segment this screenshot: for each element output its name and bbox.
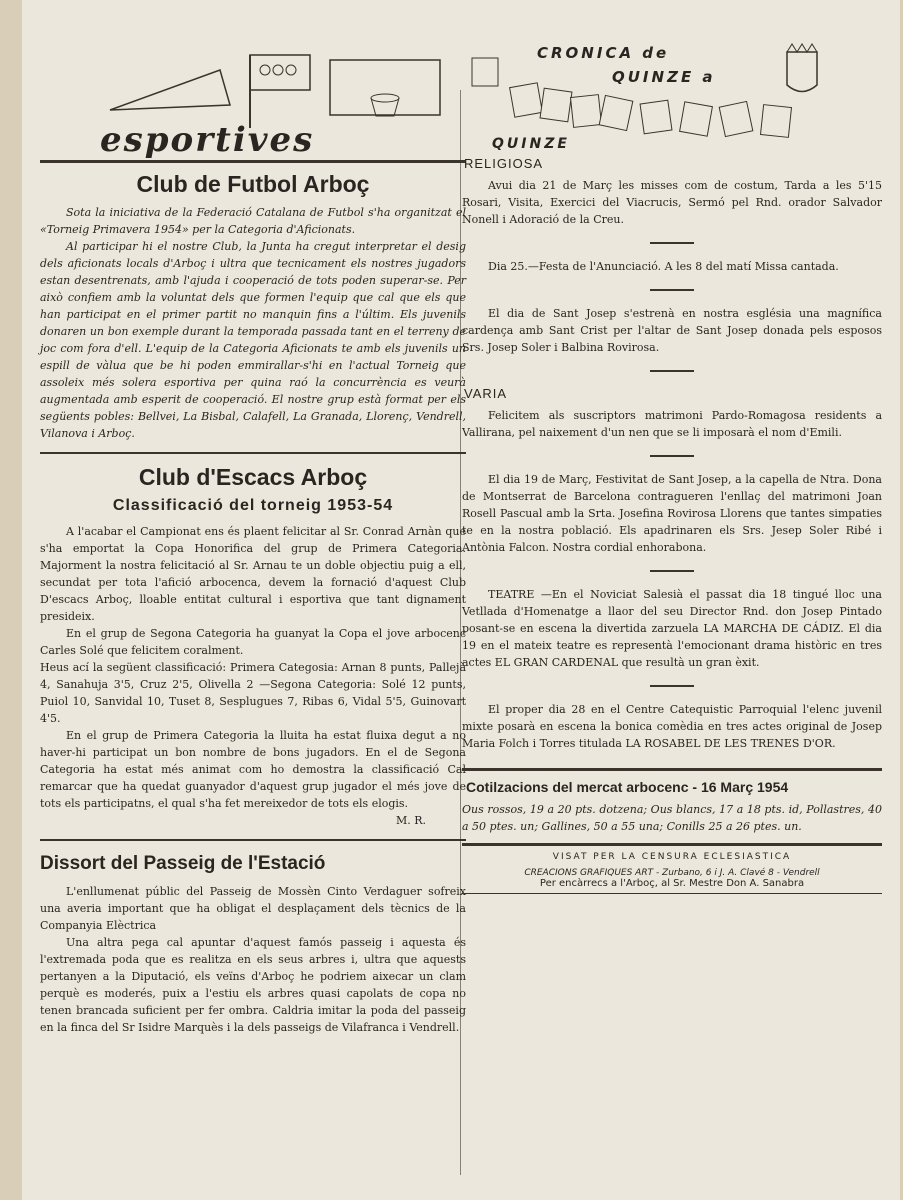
futbol-title: Club de Futbol Arboç [136, 171, 370, 197]
escacs-signature: M. R. [395, 814, 426, 827]
dissort-title: Dissort del Passeig de l'Estació [40, 853, 326, 874]
cronica-title-line1: CRONICA de [537, 44, 670, 62]
dissort-paragraph: Una altra pega cal apuntar d'aquest famós passeig i aquesta és l'extremada poda que es realitza en els seus arbres i, ultra que aquests pertanyen a la Diputació, els veïns d'Arboç he podriem aixecar un clam perquè es moderés, puix a l'estiu els arbres quasi capolats de copa no tenen brancada suficient per fer ombra. Caldria imitar la poda del passeig en la finca del Sr Isidre Marquès i la dels passeigs de Vilafranca i Vendrell. [40, 936, 466, 1034]
short-divider [650, 289, 694, 291]
escacs-paragraph: En el grup de Segona Categoria ha guanyat la Copa el jove arbocenc Carles Solé que felicitem coralment. [40, 627, 466, 657]
section-divider [40, 839, 466, 841]
footer [462, 843, 882, 894]
market-prices-title: Cotilzacions del mercat arbocenc - 16 Març 1954 [466, 779, 789, 795]
cronica-banner [462, 40, 882, 150]
imprenta-line: CREACIONS GRAFIQUES ART - Zurbano, 6 i J. A. Clavé 8 - Vendrell [524, 868, 820, 878]
market-prices [462, 768, 882, 835]
varia-heading: VARIA [464, 386, 508, 401]
cronica-title-line3: QUINZE [492, 136, 570, 152]
religiosa-paragraph: El dia de Sant Josep s'estrenà en nostra església una magnífica cardença amb Sant Crist per l'altar de Sant Josep donada pels esposos Srs. Josep Soler i Balbina Rovirosa. [462, 307, 882, 354]
futbol-paragraph: Sota la iniciativa de la Federació Catalana de Futbol s'ha organitzat el «Torneig Primavera 1954» per la Categoria d'Aficionats. [40, 206, 466, 236]
short-divider [650, 370, 694, 372]
esportives-title: esportives [100, 120, 315, 160]
cronica-title-line2: QUINZE a [612, 68, 716, 86]
futbol-paragraph: Al participar hi el nostre Club, la Junta ha cregut interpretar el desig dels aficionats locals d'Arboç i ultra que tecnicament els nostres jugadors estan desentrenats, amb l'ajuda i cooperació de tots poden superar-se. Per això confiem amb la voluntat dels que formen l'equip que cal que els que han participat en el primer partit no manquin fins a l'últim. Els juvenils donaren un bon exemple durant la temporada passada tant en el terreny de joc com fora d'ell. L'equip de la Categoria Aficionats te amb els juvenils un espill de vàlua que be hi poden emmirallar-s'hi en l'actual Torneig que assoleix més solera esportiva per quina raó la concurrència es veurà augmentada amb esperit de cooperació. El nostre grup està format per els següents pobles: Bellvei, La Bisbal, Calafell, La Granada, Llorenç, Vendrell, Vilanova i Arboç. [40, 240, 466, 440]
esportives-banner [40, 40, 466, 163]
escacs-classification: Heus ací la següent classificació: Primera Categosia: Arnan 8 punts, Pallejà 4, Sanahuja 3'5, Cruz 2'5, Olivella 2 —Segona Categoria: Solé 12 punts, Puiol 10, Sanvidal 10, Tuset 8, Sesplugues 7, Ribas 6, Vidal 5'5, Guinovart 4'5. [40, 661, 466, 725]
section-divider [40, 452, 466, 454]
varia-paragraph: El dia 19 de Març, Festivitat de Sant Josep, a la capella de Ntra. Dona de Montserrat de Barcelona contragueren l'enllaç del matrimoni Joan Rosell Pascual amb la Srta. Josefina Rovirosa Llorens que tantes simpaties te en la nostra població. Els apadrinaren els Srs. Jesep Soler Ribé i Antònia Falcon. Nostra cordial enhorabona. [462, 473, 882, 554]
escacs-paragraph: En el grup de Primera Categoria la lluita ha estat fluixa degut a no haver-hi participat un bon nombre de bons jugadors. En el de Segona Categoria ha estat més animat com ho demostra la classificació Cal remarcar que ha quedat guanyador d'aquest grup jugador el més jove de tots els participatns, el qual s'ha fet mereixedor de tots els elogis. [40, 729, 466, 810]
encarrecs-line: Per encàrrecs a l'Arboç, al Sr. Mestre Don A. Sanabra [539, 878, 805, 889]
short-divider [650, 242, 694, 244]
escacs-subtitle: Classificació del torneig 1953-54 [112, 497, 394, 514]
escacs-paragraph: A l'acabar el Campionat ens és plaent felicitar al Sr. Conrad Arnàn que s'ha emportat la Copa Honorifica del grup de Primera Categoria. Majorment la nostra felicitació al Sr. Arnau te un doble objectiu puig a ell, secundat per tota l'afició arbocenca, devem la fornació d'aquest Club D'escacs Arboç, lloable entitat cultural i esportiva que tant dignament presideix. [40, 525, 466, 623]
market-prices-text: Ous rossos, 19 a 20 pts. dotzena; Ous blancs, 17 a 18 pts. id, Pollastres, 40 a 50 ptes. un; Gallines, 50 a 55 una; Conills 25 a 26 ptes. un. [462, 803, 882, 833]
varia-paragraph: El proper dia 28 en el Centre Catequistic Parroquial l'elenc juvenil mixte posarà en escena la bonica comèdia en tres actes original de Josep Maria Folch i Torres titulada LA ROSABEL DE LES TRENES D'OR. [462, 703, 882, 750]
religiosa-heading: RELIGIOSA [464, 156, 544, 171]
censura-line: VISAT PER LA CENSURA ECLESIASTICA [552, 852, 792, 862]
short-divider [650, 685, 694, 687]
religiosa-paragraph: Dia 25.—Festa de l'Anunciació. A les 8 del matí Missa cantada. [488, 260, 839, 273]
religiosa-paragraph: Avui dia 21 de Març les misses com de costum, Tarda a les 5'15 Rosari, Visita, Exercici del Viacrucis, Sermó pel Rnd. orador Salvador Nonell i Adoració de la Creu. [462, 179, 882, 226]
newspaper-page [22, 0, 900, 1200]
varia-paragraph: Felicitem als suscriptors matrimoni Pardo-Romagosa residents a Vallirana, pel naixement d'un nen que se li imposarà el nom d'Emili. [462, 409, 882, 439]
short-divider [650, 570, 694, 572]
teatre-paragraph: TEATRE —En el Noviciat Salesià el passat dia 18 tingué lloc una Vetllada d'Homenatge a llaor del seu Director Rnd. don Josep Pintado posant-se en escena la divertida zarzuela LA MARCHA DE CÁDIZ. El dia 19 en el mateix teatre es representà l'emocionant drama històric en tres actes EL GRAN CARDENAL que resultà un gran èxit. [462, 588, 882, 669]
left-column [40, 40, 466, 1036]
short-divider [650, 455, 694, 457]
escacs-title: Club d'Escacs Arboç [138, 464, 368, 490]
right-column [462, 40, 882, 894]
dissort-paragraph: L'enllumenat públic del Passeig de Mossèn Cinto Verdaguer sofreix una averia important que ha obligat el desplaçament dels tècnics de la Companyia Elèctrica [40, 885, 466, 932]
sports-illustration-icon [100, 50, 460, 130]
